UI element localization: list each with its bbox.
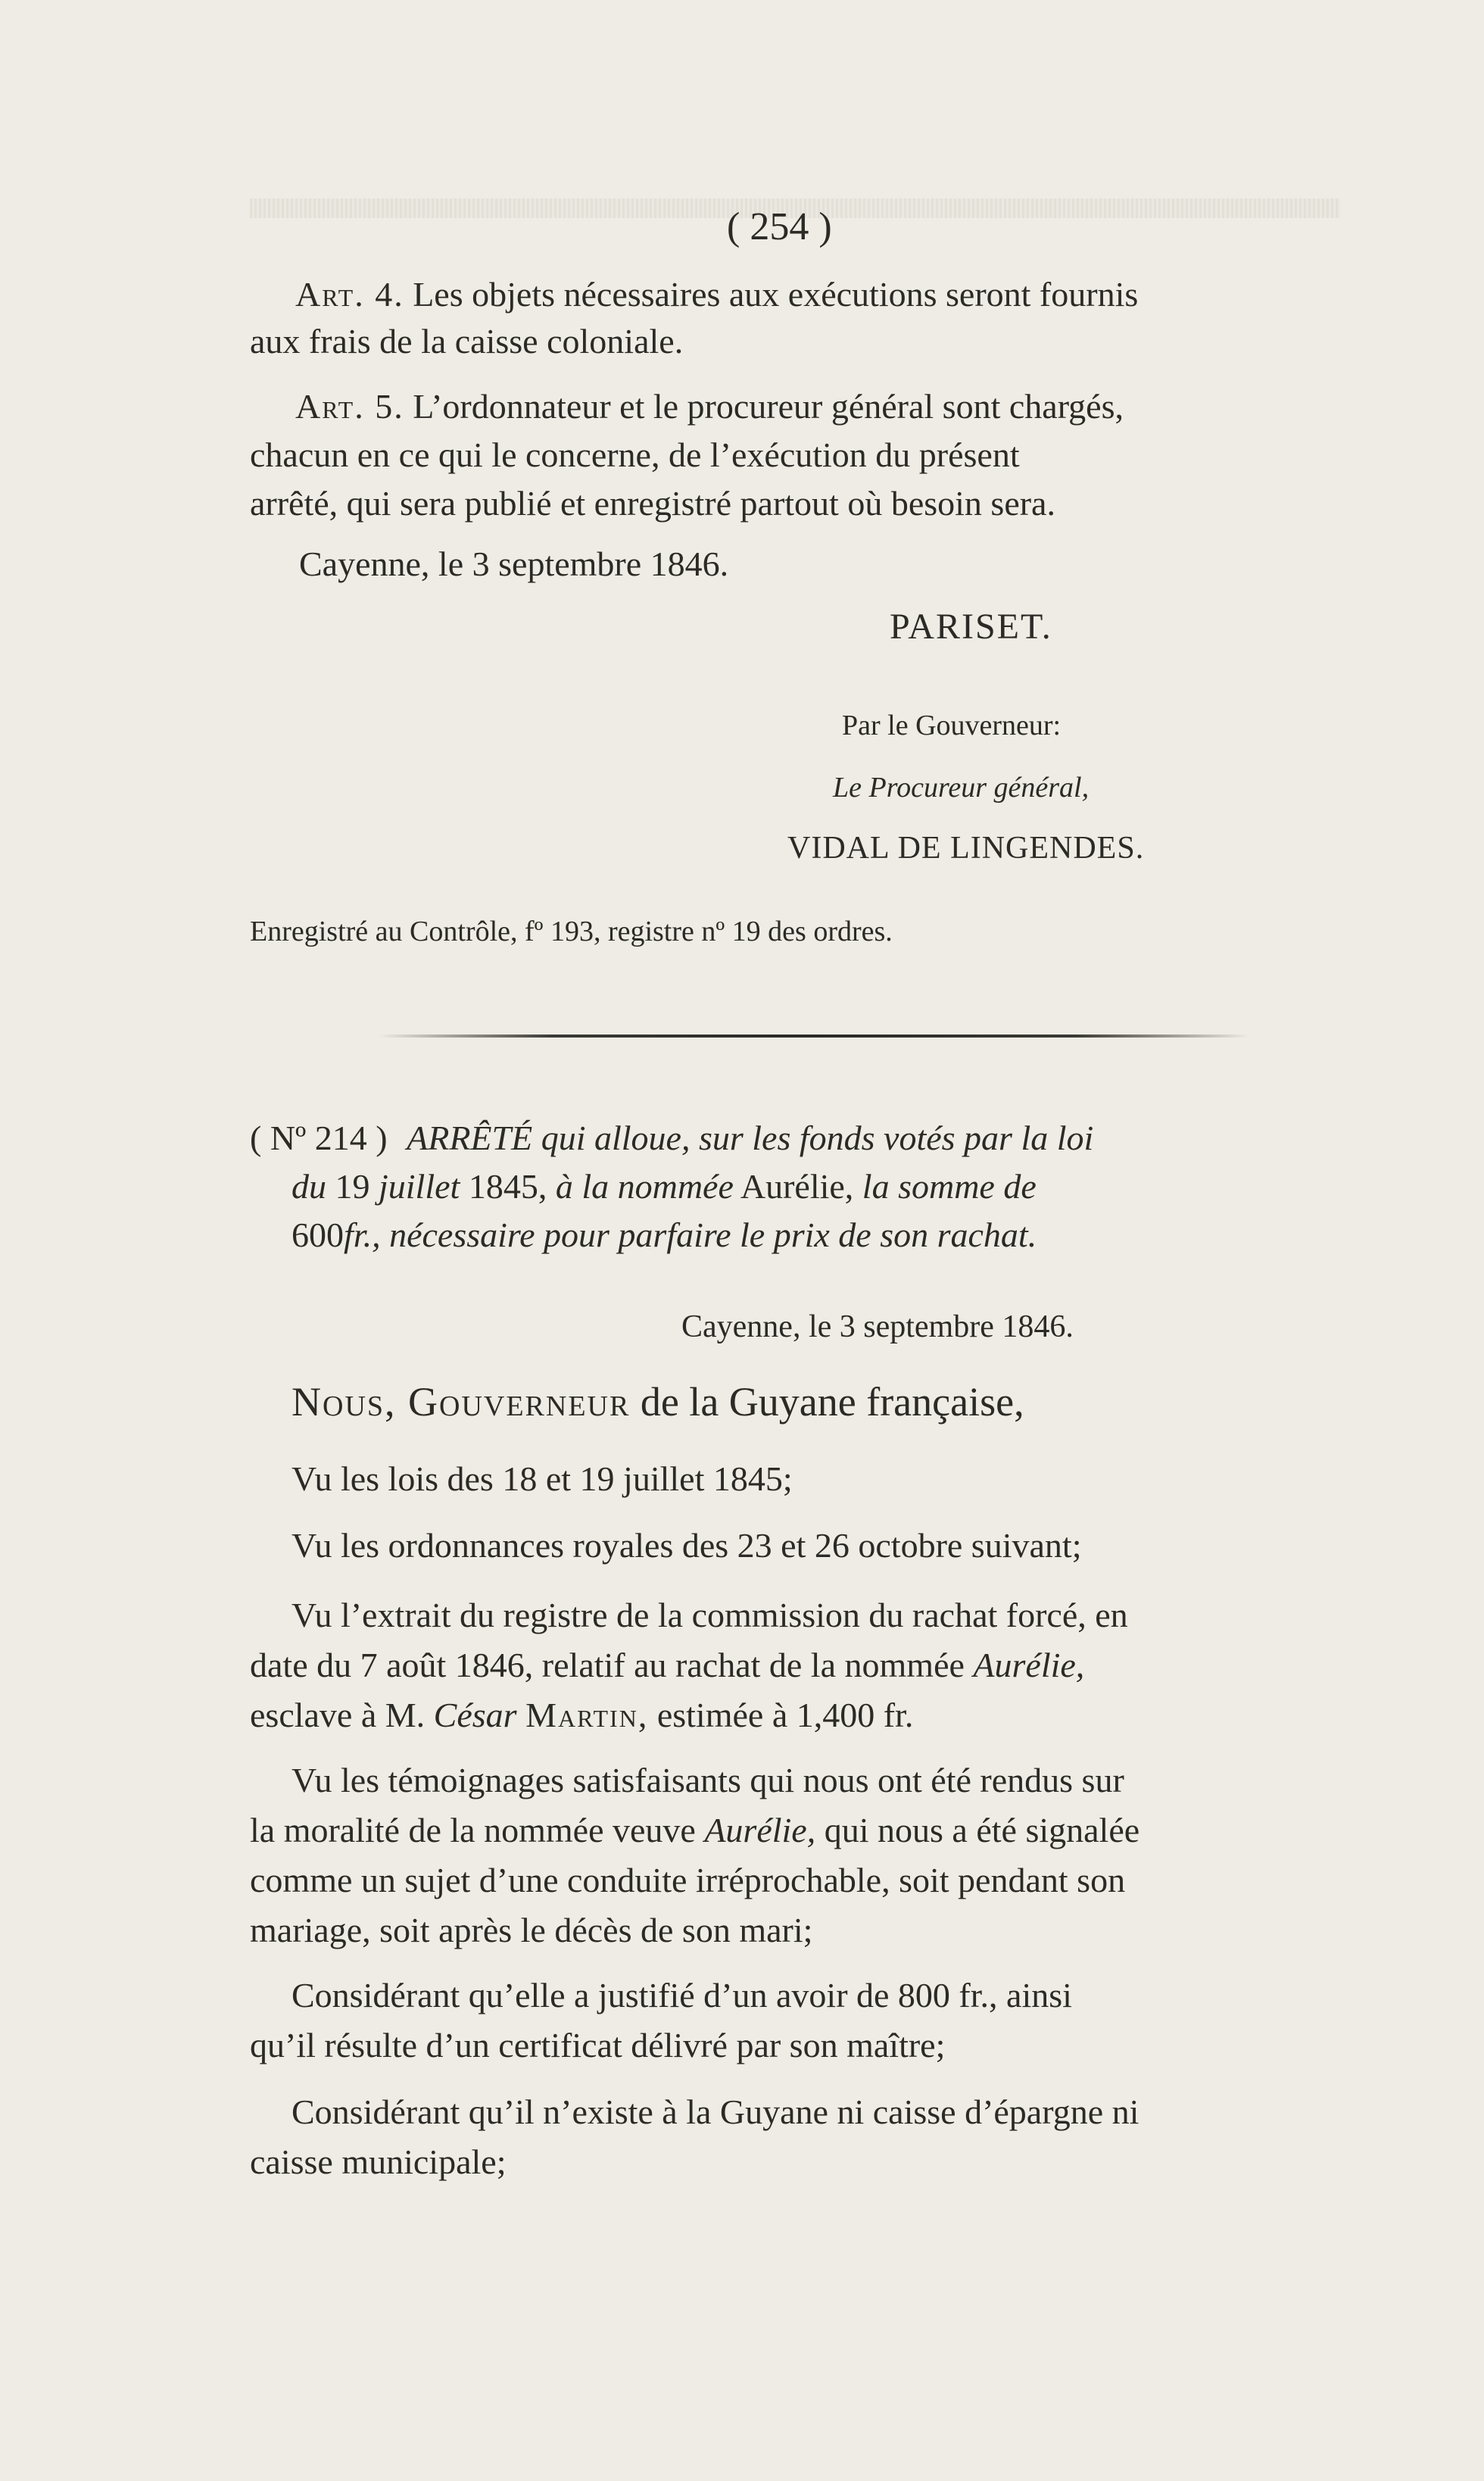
body-considerant-2-line-1: Considérant qu’il n’existe à la Guyane ni caisse d’épargne ni	[292, 2092, 1140, 2131]
body-nous: Nous, Gouverneur de la Guyane française,	[292, 1379, 1024, 1425]
body-considerant-1-line-2: qu’il résulte d’un certificat délivré par son maître;	[250, 2026, 946, 2064]
body-vu-4-line-1: Vu les témoignages satisfaisants qui nous ont été rendus sur	[292, 1761, 1124, 1799]
signature-signer: VIDAL DE LINGENDES.	[787, 831, 1145, 866]
body-vu-3-line-1: Vu l’extrait du registre de la commission du rachat forcé, en	[292, 1596, 1128, 1634]
signature-name: PARISET.	[890, 607, 1052, 647]
decree-number: ( Nº 214 )	[250, 1119, 388, 1157]
decree-title-line-1: ( Nº 214 ) ARRÊTÉ qui alloue, sur les fonds votés par la loi	[250, 1119, 1094, 1157]
decree-date: Cayenne, le 3 septembre 1846.	[681, 1309, 1074, 1344]
body-vu-4-line-4: mariage, soit après le décès de son mari;	[250, 1911, 813, 1949]
article-5-label: Art. 5.	[295, 387, 404, 426]
page-number: ( 254 )	[727, 205, 832, 248]
article-5-line-1: Art. 5. L’ordonnateur et le procureur général sont chargés,	[295, 387, 1124, 426]
body-vu-1: Vu les lois des 18 et 19 juillet 1845;	[292, 1459, 793, 1498]
body-vu-4-line-3: comme un sujet d’une conduite irréprochable, soit pendant son	[250, 1861, 1126, 1899]
decree-title-line-3: 600fr., nécessaire pour parfaire le prix de son rachat.	[292, 1216, 1037, 1254]
section-divider	[379, 1035, 1249, 1038]
body-vu-4-line-2: la moralité de la nommée veuve Aurélie, qui nous a été signalée	[250, 1811, 1140, 1849]
article-5-line-3: arrêté, qui sera publié et enregistré partout où besoin sera.	[250, 484, 1055, 523]
body-considerant-1-line-1: Considérant qu’elle a justifié d’un avoir de 800 fr., ainsi	[292, 1976, 1072, 2014]
body-vu-3-line-3: esclave à M. César Martin, estimée à 1,400 fr.	[250, 1696, 914, 1734]
decree-title-line-2: du 19 juillet 1845, à la nommée Aurélie, la somme de	[292, 1167, 1037, 1206]
article-4-line-1: Art. 4. Les objets nécessaires aux exécutions seront fournis	[295, 275, 1139, 314]
article-4-label: Art. 4.	[295, 275, 404, 314]
article-5-line-2: chacun en ce qui le concerne, de l’exécution du présent	[250, 435, 1020, 474]
signature-par: Par le Gouverneur:	[842, 710, 1062, 741]
body-considerant-2-line-2: caisse municipale;	[250, 2142, 507, 2181]
signature-date: Cayenne, le 3 septembre 1846.	[299, 545, 729, 583]
body-vu-3-line-2: date du 7 août 1846, relatif au rachat de la nommée Aurélie,	[250, 1646, 1085, 1684]
signature-role: Le Procureur général,	[833, 772, 1090, 804]
body-vu-2: Vu les ordonnances royales des 23 et 26 octobre suivant;	[292, 1526, 1082, 1565]
article-4-line-2: aux frais de la caisse coloniale.	[250, 322, 684, 360]
registration-note: Enregistré au Contrôle, fº 193, registre nº 19 des ordres.	[250, 916, 893, 947]
